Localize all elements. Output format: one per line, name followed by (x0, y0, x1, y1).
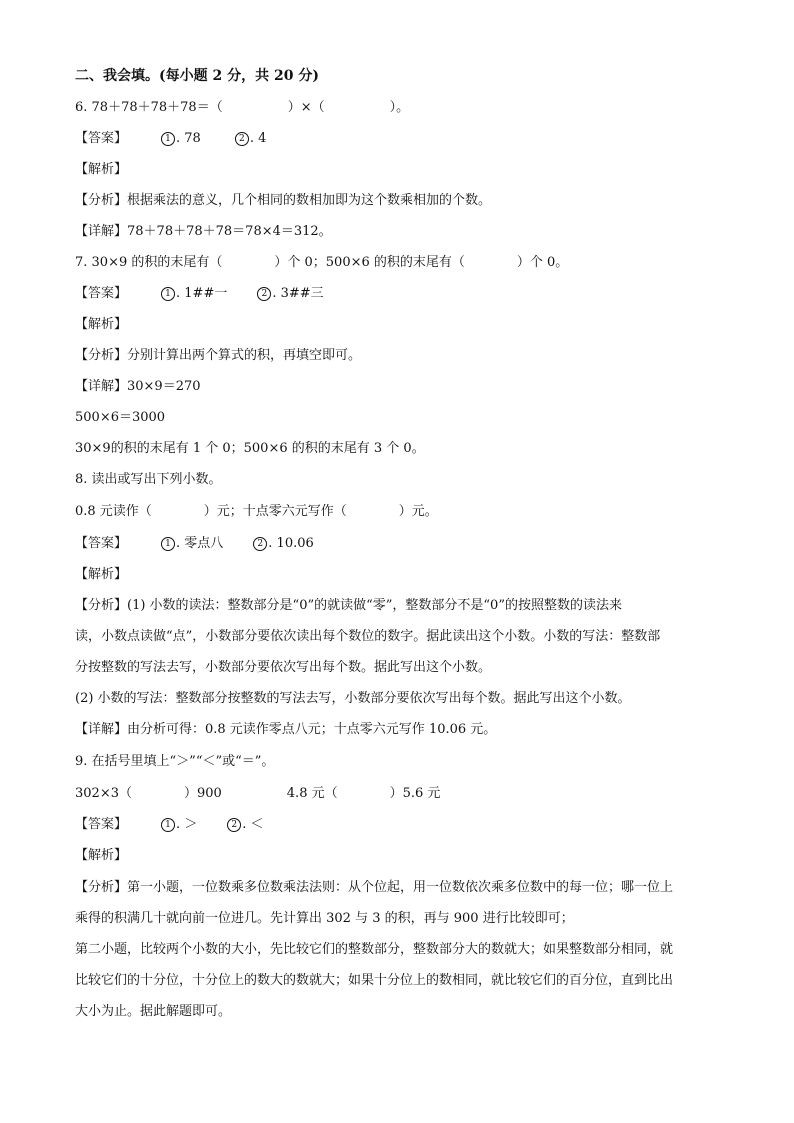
circled-number-icon: 1 (161, 537, 175, 551)
detail-7: 【详解】30×9＝270 (75, 379, 201, 394)
circled-number-icon: 1 (161, 818, 175, 832)
analysis-9-line3: 第二小题，比较两个小数的大小，先比较它们的整数部分，整数部分大的数就大；如果整数部分相同，就 (75, 942, 674, 957)
analysis-8-line1: 【分析】(1) 小数的读法：整数部分是“0”的就读做“零”，整数部分不是“0”的按照整数的读法来 (75, 598, 622, 613)
question-9: 9. 在括号里填上“＞”“＜”或“＝”。 (75, 754, 275, 769)
circled-number-icon: 2 (227, 818, 241, 832)
answer-tag: 【答案】 (75, 817, 128, 832)
detail-7-line3: 30×9的积的末尾有 1 个 0；500×6 的积的末尾有 3 个 0。 (75, 441, 425, 456)
analysis-9-line5: 大小为止。据此解题即可。 (75, 1004, 232, 1019)
answer-1: 1 . 零点八 (161, 536, 223, 552)
answer-7 (75, 286, 725, 302)
analysis-9-line1: 【分析】第一小题，一位数乘多位数乘法法则：从个位起，用一位数依次乘多位数中的每一位；哪一位上 (75, 880, 674, 895)
answer-2: 2 . 4 (235, 131, 267, 147)
answer-tag: 【答案】 (75, 286, 128, 301)
question-9-sub: 302×3（ ）900 4.8 元（ ）5.6 元 (75, 786, 441, 801)
answer-1: 1 . 78 (161, 131, 201, 147)
detail-8: 【详解】由分析可得：0.8 元读作零点八元；十点零六元写作 10.06 元。 (75, 722, 497, 737)
analysis-8-line3: 分按整数的写法去写，小数部分要依次写出每个数。据此写出这个小数。 (75, 660, 492, 675)
question-6: 6. 78＋78＋78＋78＝（ ）×（ ）。 (75, 100, 410, 115)
answer-2: 2 . 3##三 (257, 286, 323, 302)
answer-tag: 【答案】 (75, 131, 128, 146)
answer-8 (75, 536, 725, 552)
answer-tag: 【答案】 (75, 536, 128, 551)
analysis-6: 【分析】根据乘法的意义，几个相同的数相加即为这个数乘相加的个数。 (75, 193, 492, 208)
circled-number-icon: 2 (235, 132, 249, 146)
jiexi-tag: 【解析】 (75, 162, 128, 177)
jiexi-tag: 【解析】 (75, 567, 128, 582)
circled-number-icon: 1 (161, 132, 175, 146)
detail-6: 【详解】78＋78＋78＋78＝78×4＝312。 (75, 224, 332, 239)
circled-number-icon: 2 (253, 537, 267, 551)
analysis-8-line4: (2) 小数的写法：整数部分按整数的写法去写，小数部分要依次写出每个数。据此写出这个小数。 (75, 691, 631, 706)
analysis-9-line4: 比较它们的十分位，十分位上的数大的数就大；如果十分位上的数相同，就比较它们的百分位，直到比出 (75, 973, 674, 988)
answer-6 (75, 131, 725, 147)
answer-1: 1 . ＞ (161, 817, 197, 833)
question-8-sub: 0.8 元读作（ ）元；十点零六元写作（ ）元。 (75, 504, 438, 519)
section-title: 二、我会填。(每小题 2 分，共 20 分) (75, 68, 319, 84)
jiexi-tag: 【解析】 (75, 848, 128, 863)
circled-number-icon: 2 (257, 287, 271, 301)
question-7: 7. 30×9 的积的末尾有（ ）个 0；500×6 的积的末尾有（ ）个 0。 (75, 255, 569, 270)
analysis-8-line2: 读，小数点读做“点”，小数部分要依次读出每个数位的数字。据此读出这个小数。小数的写法：整数部 (75, 629, 661, 644)
circled-number-icon: 1 (161, 287, 175, 301)
detail-7-line2: 500×6＝3000 (75, 410, 166, 425)
answer-2: 2 . ＜ (227, 817, 263, 833)
jiexi-tag: 【解析】 (75, 317, 128, 332)
analysis-7: 【分析】分别计算出两个算式的积，再填空即可。 (75, 348, 362, 363)
answer-1: 1 . 1##一 (161, 286, 227, 302)
analysis-9-line2: 乘得的积满几十就向前一位进几。先计算出 302 与 3 的积，再与 900 进行比较即可； (75, 911, 574, 926)
answer-9 (75, 817, 725, 833)
question-8: 8. 读出或写出下列小数。 (75, 472, 222, 487)
answer-2: 2 . 10.06 (253, 536, 313, 552)
